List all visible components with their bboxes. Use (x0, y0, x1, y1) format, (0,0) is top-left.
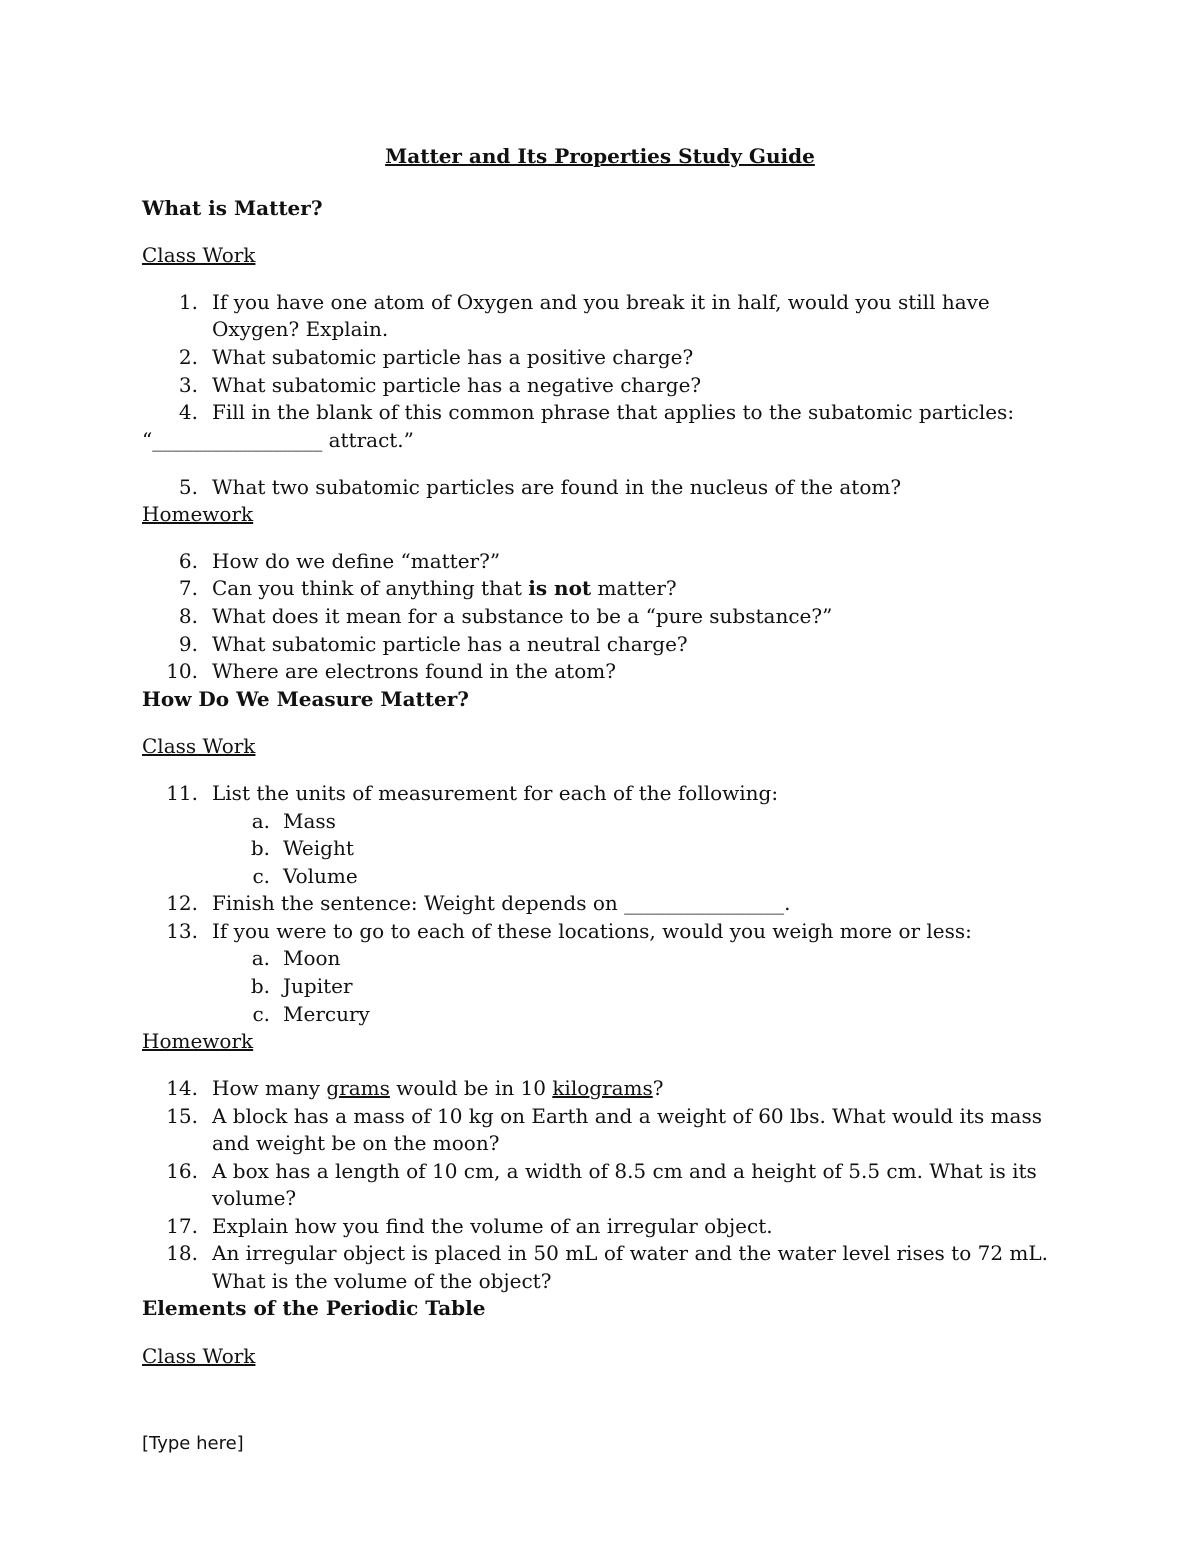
question-number: 12. (166, 891, 198, 915)
question-number: 1. (178, 290, 198, 314)
sub-item-letter: a. (251, 946, 270, 970)
question-text: Explain how you find the volume of an irregular object. (212, 1214, 773, 1238)
question-number: 11. (166, 781, 198, 805)
question-number: 5. (178, 475, 198, 499)
question-number: 10. (166, 659, 198, 683)
sub-item-letter: b. (250, 974, 270, 998)
fill-in-blank-line: “_________________ attract.” (142, 428, 414, 452)
question-text-part: matter? (591, 576, 677, 600)
section-heading-matter: What is Matter? (142, 196, 323, 220)
homework-label: Homework (142, 1029, 254, 1053)
sub-item-text: Volume (283, 864, 358, 888)
question-text: If you were to go to each of these locations, would you weigh more or less: (212, 919, 972, 943)
question-number: 9. (178, 632, 198, 656)
question-text: What subatomic particle has a positive charge? (212, 345, 694, 369)
question-text: Finish the sentence: Weight depends on ________________. (212, 891, 791, 915)
question-text: Fill in the blank of this common phrase that applies to the subatomic particles: (212, 400, 1015, 424)
question-number: 4. (178, 400, 198, 424)
question-text: An irregular object is placed in 50 mL of water and the water level rises to 72 mL. (212, 1241, 1049, 1265)
sub-item-letter: c. (252, 864, 270, 888)
classwork-label: Class Work (142, 734, 256, 758)
question-text-continued: Oxygen? Explain. (212, 317, 389, 341)
sub-item-text: Mercury (283, 1002, 370, 1026)
question-number: 2. (178, 345, 198, 369)
question-number: 14. (166, 1076, 198, 1100)
question-text: A box has a length of 10 cm, a width of 8.5 cm and a height of 5.5 cm. What is its (212, 1159, 1037, 1183)
question-number: 16. (166, 1159, 198, 1183)
question-text (212, 1078, 664, 1098)
sub-item-text: Mass (283, 809, 336, 833)
question-text: How do we define “matter?” (212, 549, 501, 573)
question-text: What two subatomic particles are found in the nucleus of the atom? (212, 475, 902, 499)
page-title: Matter and Its Properties Study Guide (385, 144, 815, 168)
footer-placeholder[interactable]: [Type here] (142, 1433, 244, 1454)
emphasis-text: is not (528, 576, 592, 600)
question-number: 7. (178, 576, 198, 600)
sub-item-text: Weight (283, 836, 354, 860)
question-text: List the units of measurement for each of the following: (212, 781, 779, 805)
question-text-continued: and weight be on the moon? (212, 1131, 500, 1155)
question-text-part: would be in 10 (389, 1076, 553, 1100)
classwork-label: Class Work (142, 1344, 256, 1368)
underlined-term: grams (326, 1076, 390, 1100)
question-text-part: Can you think of anything that (212, 576, 529, 600)
question-text: What does it mean for a substance to be a “pure substance?” (212, 604, 833, 628)
question-text (212, 578, 677, 598)
question-text: What subatomic particle has a neutral charge? (212, 632, 688, 656)
section-heading-periodic: Elements of the Periodic Table (142, 1296, 486, 1320)
question-number: 17. (166, 1214, 198, 1238)
sub-item-letter: b. (250, 836, 270, 860)
section-heading-measure: How Do We Measure Matter? (142, 687, 469, 711)
question-text-continued: volume? (212, 1186, 297, 1210)
homework-label: Homework (142, 502, 254, 526)
question-number: 8. (178, 604, 198, 628)
question-text-continued: What is the volume of the object? (212, 1269, 552, 1293)
question-text-part: ? (652, 1076, 664, 1100)
sub-item-text: Jupiter (283, 974, 353, 998)
question-text: If you have one atom of Oxygen and you break it in half, would you still have (212, 290, 990, 314)
question-text: A block has a mass of 10 kg on Earth and a weight of 60 lbs. What would its mass (212, 1104, 1043, 1128)
question-number: 15. (166, 1104, 198, 1128)
question-number: 6. (178, 549, 198, 573)
sub-item-letter: c. (252, 1002, 270, 1026)
question-number: 13. (166, 919, 198, 943)
sub-item-letter: a. (251, 809, 270, 833)
sub-item-text: Moon (283, 946, 341, 970)
question-number: 18. (166, 1241, 198, 1265)
classwork-label: Class Work (142, 243, 256, 267)
question-text: What subatomic particle has a negative charge? (212, 373, 702, 397)
underlined-term: kilograms (552, 1076, 653, 1100)
question-text: Where are electrons found in the atom? (212, 659, 616, 683)
question-number: 3. (178, 373, 198, 397)
question-text-part: How many (212, 1076, 327, 1100)
